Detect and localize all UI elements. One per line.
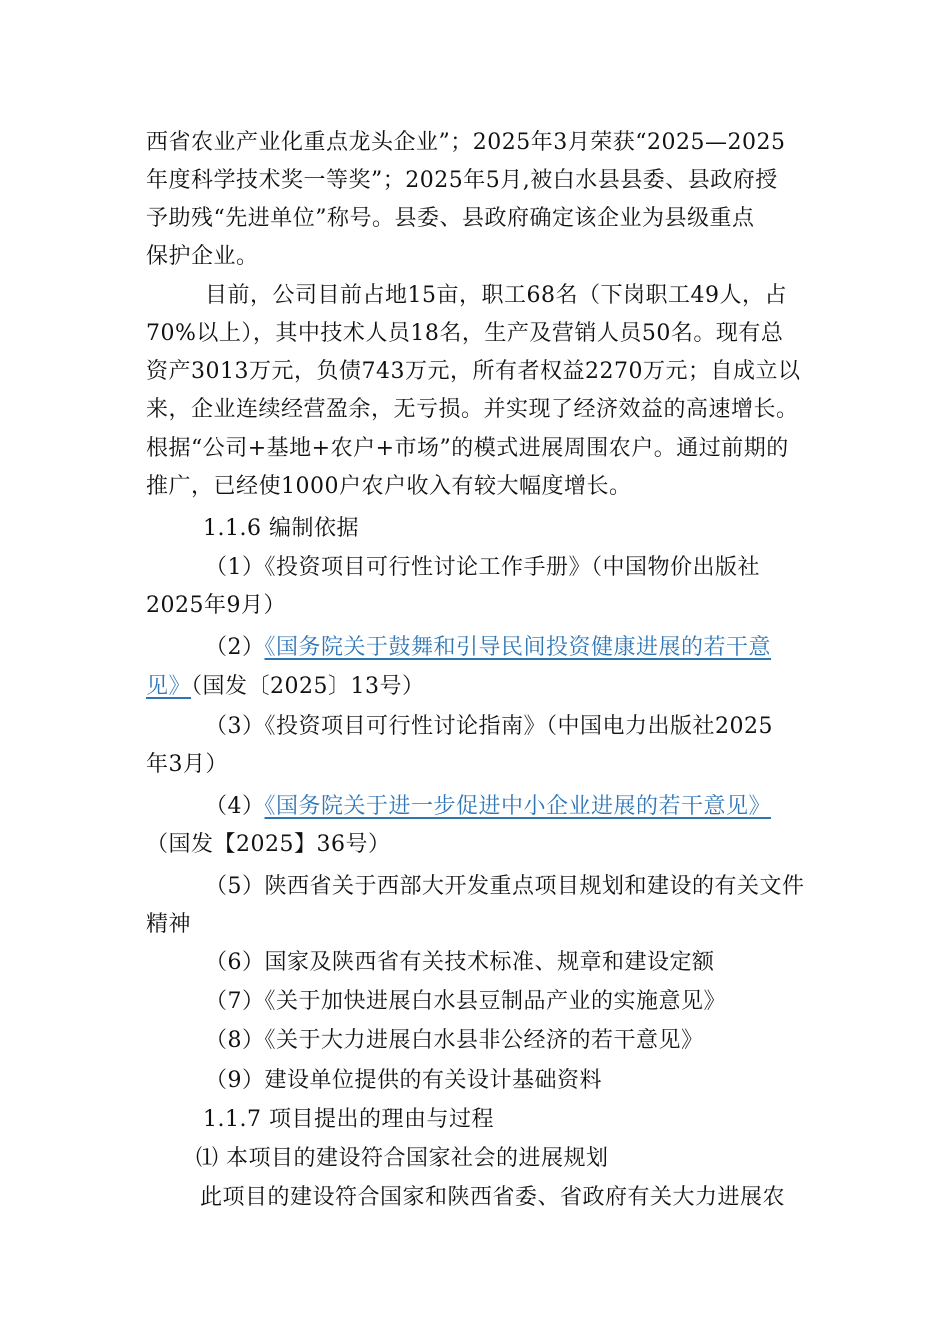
paragraph-line: 70%以上），其中技术人员18名，生产及营销人员50名。现有总 <box>146 321 784 346</box>
basis-item-4 <box>205 792 771 822</box>
basis-item-2 <box>205 633 771 663</box>
basis-item-4-number: （4） <box>205 794 265 819</box>
section-heading-1-1-7: 1.1.7 项目提出的理由与过程 <box>203 1107 494 1132</box>
section-heading-1-1-6: 1.1.6 编制依据 <box>203 516 359 541</box>
basis-item-3: （3）《投资项目可行性讨论指南》（中国电力出版社2025 <box>205 714 773 739</box>
basis-item-4-link[interactable]: 《国务院关于进一步促进中小企业进展的若干意见》 <box>264 794 772 819</box>
paragraph-line: 西省农业产业化重点龙头企业”；2025年3月荣获“2025—2025 <box>146 130 786 155</box>
basis-item-2-number: （2） <box>205 635 265 660</box>
basis-item-2-link[interactable]: 《国务院关于鼓舞和引导民间投资健康进展的若干意 <box>264 635 772 660</box>
paragraph-line: 保护企业。 <box>146 244 259 269</box>
paragraph-line: 目前，公司目前占地15亩，职工68名（下岗职工49人，占 <box>205 283 787 308</box>
paragraph-line: 资产3013万元，负债743万元，所有者权益2270万元；自成立以 <box>146 359 801 384</box>
paragraph-line: 推广，已经使1000户农户收入有较大幅度增长。 <box>146 474 632 499</box>
basis-item-5-cont: 精神 <box>146 912 192 937</box>
basis-item-9: （9）建设单位提供的有关设计基础资料 <box>205 1068 602 1093</box>
basis-item-1: （1）《投资项目可行性讨论工作手册》（中国物价出版社 <box>205 555 760 580</box>
paragraph-line: 予助残“先进单位”称号。县委、县政府确定该企业为县级重点 <box>146 206 755 231</box>
paragraph-line: 来，企业连续经营盈余，无亏损。并实现了经济效益的高速增长。 <box>146 397 799 422</box>
basis-item-2-cont <box>146 672 425 702</box>
basis-item-6: （6）国家及陕西省有关技术标准、规章和建设定额 <box>205 950 715 975</box>
reason-text-line: 此项目的建设符合国家和陕西省委、省政府有关大力进展农 <box>200 1185 786 1210</box>
basis-item-2-link-cont[interactable]: 见》 <box>146 674 192 699</box>
paragraph-line: 根据“公司+基地+农户+市场”的模式进展周围农户。通过前期的 <box>146 436 789 461</box>
basis-item-8: （8）《关于大力进展白水县非公经济的若干意见》 <box>205 1028 704 1053</box>
paragraph-line: 年度科学技术奖一等奖”；2025年5月,被白水县县委、县政府授 <box>146 168 778 193</box>
basis-item-4-cont: （国发【2025】36号） <box>146 832 391 857</box>
basis-item-3-cont: 年3月） <box>146 752 228 777</box>
basis-item-1-cont: 2025年9月） <box>146 593 286 618</box>
reason-heading: ⑴ 本项目的建设符合国家社会的进展规划 <box>196 1146 609 1171</box>
basis-item-2-doc-number: （国发〔2025〕13号） <box>191 674 425 699</box>
basis-item-7: （7）《关于加快进展白水县豆制品产业的实施意见》 <box>205 989 726 1014</box>
basis-item-5: （5）陕西省关于西部大开发重点项目规划和建设的有关文件 <box>205 874 805 899</box>
